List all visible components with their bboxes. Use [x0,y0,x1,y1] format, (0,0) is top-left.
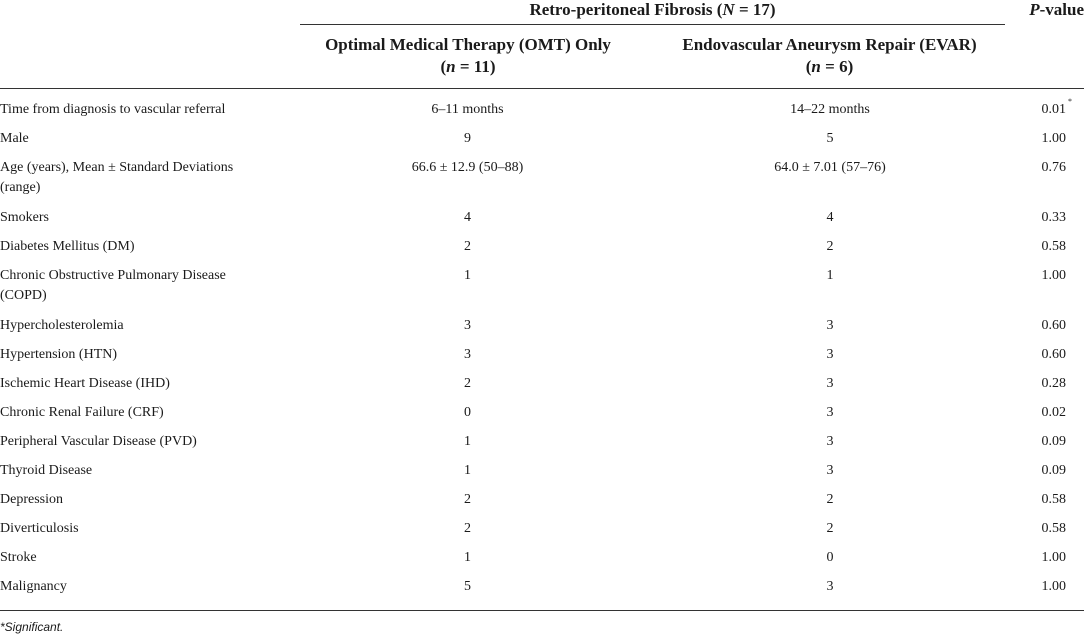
table-row [0,262,1084,312]
p-value: 0.09 [1041,463,1066,478]
pvalue-header: P-value [1029,0,1084,19]
p-value: 0.58 [1041,492,1066,507]
row-label: Ischemic Heart Disease (IHD) [0,376,170,391]
table-row [0,154,1084,204]
row-label: Hypertension (HTN) [0,347,118,362]
omt-value: 2 [464,521,471,536]
footnote: *Significant. [0,620,64,634]
p-value: 0.76 [1041,160,1066,175]
evar-value: 3 [826,434,834,449]
table-row [0,341,1084,370]
evar-value: 3 [826,347,834,362]
header-rule [0,88,1084,89]
p-value: 0.58 [1041,521,1066,536]
omt-value: 2 [464,376,471,391]
row-label: Thyroid Disease [0,463,93,478]
row-label: Depression [0,492,63,507]
omt-value: 6–11 months [431,102,504,117]
row-label: Smokers [0,210,49,225]
table-row [0,370,1084,399]
group-title: Retro-peritoneal Fibrosis (N = 17) [529,0,776,19]
p-value: 0.58 [1041,239,1066,254]
table-row [0,204,1084,233]
table-row [0,125,1084,154]
evar-value: 3 [826,376,834,391]
table-row [0,573,1084,602]
evar-value: 64.0 ± 7.01 (57–76) [774,160,886,175]
p-value: 0.09 [1041,434,1066,449]
column-header-evar: Endovascular Aneurysm Repair (EVAR) (n = 6) [682,35,977,76]
p-value: 0.33 [1041,210,1066,225]
omt-value: 5 [464,579,471,594]
evar-value: 3 [826,463,834,478]
evar-value: 0 [826,550,834,565]
omt-value: 4 [464,210,471,225]
omt-value: 1 [464,463,471,478]
evar-value: 2 [826,521,834,536]
omt-value: 66.6 ± 12.9 (50–88) [411,160,524,175]
omt-value: 0 [464,405,471,420]
omt-value: 2 [464,239,471,254]
table-row [0,399,1084,428]
omt-value: 1 [464,268,471,283]
evar-value: 1 [826,268,834,283]
omt-value: 2 [464,492,471,507]
table-row [0,233,1084,262]
row-label: Chronic Obstructive Pulmonary Disease (COPD) [0,268,226,303]
row-label: Malignancy [0,579,67,594]
p-value: 1.00 [1041,131,1066,146]
table-row [0,515,1084,544]
group-rule [300,24,1005,25]
table-row [0,457,1084,486]
row-label: Age (years), Mean ± Standard Deviations (range) [0,160,234,195]
p-value: 0.01 * [1041,97,1072,117]
omt-value: 9 [464,131,471,146]
table-row [0,96,1084,125]
row-label: Diverticulosis [0,521,79,536]
evar-value: 3 [826,318,834,333]
evar-value: 3 [826,405,834,420]
evar-value: 5 [826,131,834,146]
row-label: Stroke [0,550,37,565]
row-label: Peripheral Vascular Disease (PVD) [0,434,197,449]
table-row [0,312,1084,341]
bottom-rule [0,610,1084,611]
p-value: 0.28 [1041,376,1066,391]
evar-value: 4 [826,210,834,225]
omt-value: 3 [464,347,471,362]
p-value: 1.00 [1041,268,1066,283]
evar-value: 2 [826,492,834,507]
evar-value: 3 [826,579,834,594]
table-row [0,486,1084,515]
evar-value: 14–22 months [790,102,870,117]
table-body [0,96,1084,602]
p-value: 0.60 [1041,347,1066,362]
p-value: 1.00 [1041,550,1066,565]
evar-value: 2 [826,239,834,254]
p-value: 1.00 [1041,579,1066,594]
table-row [0,428,1084,457]
p-value: 0.60 [1041,318,1066,333]
column-header-omt: Optimal Medical Therapy (OMT) Only (n = 11) [325,35,611,76]
row-label: Male [0,131,29,146]
row-label: Diabetes Mellitus (DM) [0,239,135,254]
table-row [0,544,1084,573]
row-label: Time from diagnosis to vascular referral [0,102,226,117]
omt-value: 1 [464,550,471,565]
p-value: 0.02 [1041,405,1066,420]
row-label: Chronic Renal Failure (CRF) [0,405,164,420]
row-label: Hypercholesterolemia [0,318,124,333]
omt-value: 3 [464,318,471,333]
omt-value: 1 [464,434,471,449]
